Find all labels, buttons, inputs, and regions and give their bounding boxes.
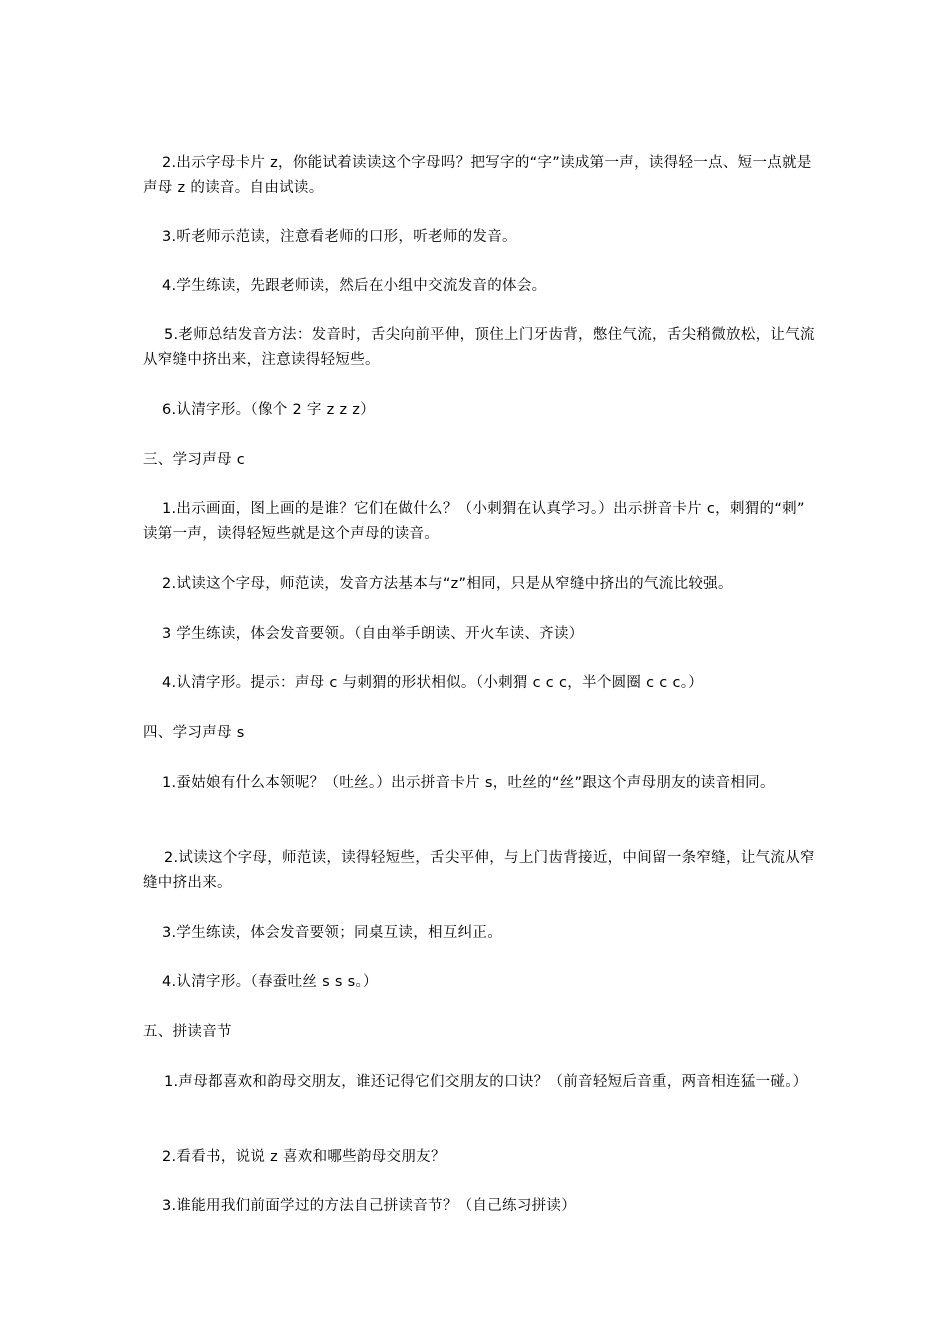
section-heading-syllables: 五、拼读音节	[143, 1024, 232, 1040]
paragraph-practice-c: 3 学生练读，体会发音要领。（自由举手朗读、开火车读、齐读）	[162, 626, 584, 642]
paragraph-practice-s: 3.学生练读，体会发音要领；同桌互读，相互纠正。	[162, 925, 503, 941]
paragraph-student-practice: 4.学生练读，先跟老师读，然后在小组中交流发音的体会。	[162, 278, 547, 294]
paragraph-z-card: 2.出示字母卡片 z，你能试着读读这个字母吗？把写字的“字”读成第一声，读得轻一点、短一点就是声母 z 的读音。自由试读。	[143, 155, 812, 196]
paragraph-try-read-s: 2.试读这个字母，师范读，读得轻短些，舌尖平伸，与上门齿背接近，中间留一条窄缝，让气流从窄缝中挤出来。	[143, 850, 815, 891]
paragraph-teacher-summary: 5.老师总结发音方法：发音时，舌尖向前平伸，顶住上门牙齿背，憋住气流，舌尖稍微放松，让气流从窄缝中挤出来，注意读得轻短些。	[143, 327, 815, 368]
paragraph-show-picture: 1.出示画面，图上画的是谁？它们在做什么？（小刺猬在认真学习。）出示拼音卡片 c，刺猬的“刺” 读第一声，读得轻短些就是这个声母的读音。	[143, 501, 805, 542]
paragraph-try-read-c: 2.试读这个字母，师范读，发音方法基本与“z”相同，只是从窄缝中挤出的气流比较强。	[162, 576, 733, 592]
paragraph-read-book: 2.看看书，说说 z 喜欢和哪些韵母交朋友？	[162, 1149, 446, 1165]
paragraph-recognize-shape-z: 6.认清字形。（像个 2 字 z z z）	[162, 402, 375, 418]
paragraph-listen-teacher: 3.听老师示范读，注意看老师的口形，听老师的发音。	[162, 229, 517, 245]
section-heading-s: 四、学习声母 s	[143, 725, 245, 741]
paragraph-self-practice: 3.谁能用我们前面学过的方法自己拼读音节？（自己练习拼读）	[162, 1198, 577, 1214]
paragraph-silkworm: 1.蚕姑娘有什么本领呢？（吐丝。）出示拼音卡片 s，吐丝的“丝”跟这个声母朋友的读音相同。	[162, 775, 775, 791]
paragraph-recognize-shape-c: 4.认清字形。提示：声母 c 与刺猬的形状相似。（小刺猬 c c c，半个圆圈 c c c。）	[162, 675, 704, 691]
paragraph-recognize-shape-s: 4.认清字形。（春蚕吐丝 s s s。）	[162, 974, 378, 990]
paragraph-rhyme-friends: 1.声母都喜欢和韵母交朋友，谁还记得它们交朋友的口诀？（前音轻短后音重，两音相连猛一碰。）	[164, 1074, 808, 1090]
section-heading-c: 三、学习声母 c	[143, 452, 245, 468]
